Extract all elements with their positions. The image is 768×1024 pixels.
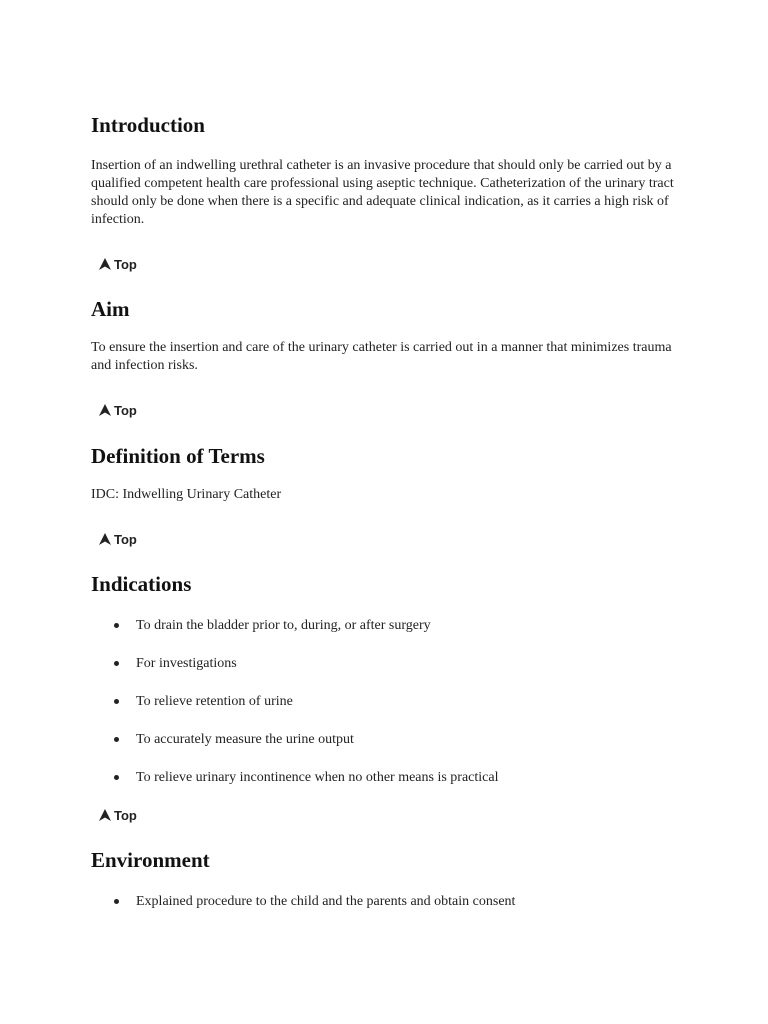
top-link-label: Top (114, 807, 137, 823)
definition-paragraph: IDC: Indwelling Urinary Catheter (91, 487, 282, 502)
list-item (91, 731, 681, 749)
top-link-label: Top (114, 256, 137, 272)
introduction-paragraph: Insertion of an indwelling urethral catheter is an invasive procedure that should only be carried out by a qualified competent health care professional using aseptic technique. Catheterization of the urinary tract should only be done when there is a specific and adequate clinical indication, as it carries a high risk of infection. (91, 158, 674, 227)
section-heading-aim: Aim (91, 297, 130, 321)
back-to-top-link[interactable] (98, 402, 681, 418)
indications-list (91, 617, 681, 787)
section-heading-definition-of-terms: Definition of Terms (91, 444, 265, 468)
bullet-icon (114, 699, 119, 704)
top-link-label: Top (114, 402, 137, 418)
arrow-up-icon (98, 808, 112, 822)
list-item (91, 617, 681, 635)
arrow-up-icon (98, 257, 112, 271)
aim-paragraph: To ensure the insertion and care of the urinary catheter is carried out in a manner that minimizes trauma and infection risks. (91, 340, 672, 373)
top-link-label: Top (114, 531, 137, 547)
list-item-text: To drain the bladder prior to, during, or after surgery (136, 618, 431, 633)
section-heading-environment: Environment (91, 848, 210, 872)
back-to-top-link[interactable] (98, 807, 681, 823)
document-content (91, 112, 681, 931)
list-item (91, 769, 681, 787)
list-item (91, 693, 681, 711)
list-item (91, 893, 681, 911)
back-to-top-link[interactable] (98, 256, 681, 272)
list-item-text: To accurately measure the urine output (136, 732, 354, 747)
list-item (91, 655, 681, 673)
arrow-up-icon (98, 403, 112, 417)
bullet-icon (114, 737, 119, 742)
section-heading-introduction: Introduction (91, 113, 205, 137)
list-item-text: Explained procedure to the child and the parents and obtain consent (136, 894, 516, 909)
section-heading-indications: Indications (91, 572, 192, 596)
arrow-up-icon (98, 532, 112, 546)
list-item-text: To relieve retention of urine (136, 694, 293, 709)
bullet-icon (114, 899, 119, 904)
bullet-icon (114, 623, 119, 628)
environment-list (91, 893, 681, 911)
list-item-text: To relieve urinary incontinence when no other means is practical (136, 770, 499, 785)
list-item-text: For investigations (136, 656, 237, 671)
bullet-icon (114, 661, 119, 666)
bullet-icon (114, 775, 119, 780)
back-to-top-link[interactable] (98, 531, 681, 547)
